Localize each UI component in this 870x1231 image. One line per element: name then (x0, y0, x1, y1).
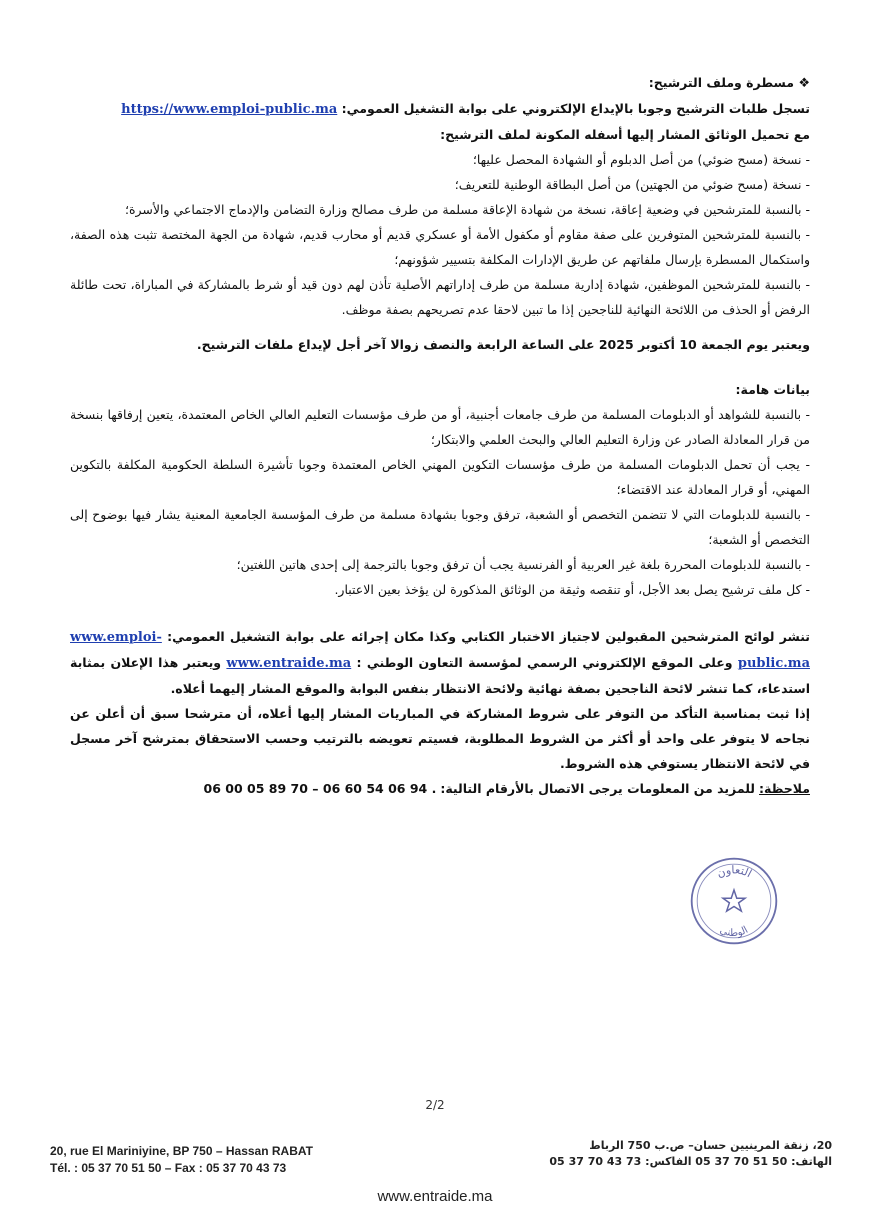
footer-website[interactable]: www.entraide.ma (377, 1188, 493, 1205)
diamond-bullet-icon: ❖ (798, 76, 810, 91)
note-line (70, 776, 810, 801)
important-title: بيانات هامة: (735, 382, 810, 397)
emploi-public-link[interactable]: https://www.emploi-public.ma (121, 102, 338, 117)
svg-text:الوطني (718, 925, 750, 939)
svg-text:التعاون (715, 863, 754, 880)
phone-numbers: 06 00 05 89 70 – 06 60 54 06 94 . (203, 781, 437, 796)
list-item: - نسخة (مسح ضوئي من الجهتين) من أصل البطاقة الوطنية للتعريف؛ (454, 177, 810, 192)
replacement-paragraph: إذا ثبت بمناسبة التأكد من التوفر على شروط المشاركة في المباريات المشار إليها أعلاه، أن مترشحا سبق أن أعلن عن نجاحه لا يتوفر على واحد أو أكثر من الشروط المطلوبة، فسيتم تعويضه بالترتيب وحسب الاستحقاق بمترشح آخر مسجل في لائحة الانتظار يستوفي هذه الشروط. (70, 706, 810, 771)
footer-address-ar-line: 20، زنقة المرينيين حسان– ص.ب 750 الرباط (589, 1139, 832, 1152)
note-text: للمزيد من المعلومات يرجى الاتصال بالأرقام التالية: (440, 781, 756, 796)
list-item: - بالنسبة للمترشحين الموظفين، شهادة إدارية مسلمة من طرف إداراتهم الأصلية تأذن لهم دون قيد أو شرط بالمشاركة في المباراة، تحت طائلة الرفض أو الحذف من اللائحة النهائية للناجحين إذا ما تبين لاحقا عدم تصريحهم بصفة موظف. (70, 277, 810, 317)
list-item: - نسخة (مسح ضوئي) من أصل الدبلوم أو الشهادة المحصل عليها؛ (472, 152, 810, 167)
note-label: ملاحظة: (759, 781, 810, 796)
star-icon (723, 890, 745, 911)
official-stamp (688, 855, 780, 947)
list-item: - بالنسبة للشواهد أو الدبلومات المسلمة من طرف جامعات أجنبية، أو من طرف مؤسسات التعليم العالي الخاص المعتمدة، يتعين إرفاقها بنسخة من قرار المعادلة الصادر عن وزارة التعليم العالي والبحث العلمي والابتكار؛ (70, 407, 810, 447)
list-item: - كل ملف ترشيح يصل بعد الأجل، أو تنقصه وثيقة من الوثائق المذكورة لن يؤخذ بعين الاعتبار. (334, 582, 810, 597)
footer-address-ar (502, 1138, 832, 1170)
list-item: - يجب أن تحمل الدبلومات المسلمة من طرف مؤسسات التكوين المهني الخاص المعتمدة وجوبا تأشيرة السلطة الحكومية المكلفة بالتكوين المهني، أو قرار المعادلة عند الاقتضاء؛ (70, 457, 810, 497)
stamp-top-text: التعاون (714, 863, 754, 881)
list-item: - بالنسبة للدبلومات التي لا تتضمن التخصص أو الشعبة، ترفق وجوبا بشهادة مسلمة من طرف المؤسسة الجامعية المعنية يشار فيها بوضوح إلى التخصص أو الشعبة؛ (70, 507, 810, 547)
section-heading (70, 70, 810, 96)
publication-paragraph (70, 624, 810, 701)
entraide-link[interactable]: www.entraide.ma (226, 656, 352, 671)
footer-address-line: 20, rue El Mariniyine, BP 750 – Hassan RABAT (50, 1144, 313, 1158)
list-item: - بالنسبة للدبلومات المحررة بلغة غير العربية أو الفرنسية يجب أن ترفق وجوبا بالترجمة إلى إحدى هاتين اللغتين؛ (236, 557, 810, 572)
footer-phone-line: Tél. : 05 37 70 51 50 – Fax : 05 37 70 43 73 (50, 1161, 287, 1175)
section-title: مسطرة وملف الترشيح: (648, 75, 794, 90)
stamp-bottom-text: الوطني (718, 924, 751, 939)
publication-text-1: تنشر لوائح المترشحين المقبولين لاجتياز الاختبار الكتابي وكذا مكان إجرائه على بوابة التشغيل العمومي: (167, 629, 810, 644)
footer-address-fr (50, 1143, 390, 1177)
document-body (70, 70, 810, 801)
page-number: 2/2 (425, 1098, 445, 1112)
footer-phone-ar-line: الهاتف: 50 51 70 37 05 الفاكس: 73 43 70 37 05 (549, 1155, 832, 1168)
registration-line (70, 96, 810, 122)
publication-text-2: وعلى الموقع الإلكتروني الرسمي لمؤسسة التعاون الوطني : (356, 655, 733, 670)
registration-text: تسجل طلبات الترشيح وجوبا بالإيداع الإلكتروني على بوابة التشغيل العمومي: (341, 101, 810, 116)
list-item: - بالنسبة للمترشحين المتوفرين على صفة مقاوم أو مكفول الأمة أو عسكري قديم أو محارب قديم، شهادة من الجهة المختصة تثبت هذه الصفة، واستكمال المسطرة بإرسال ملفاتهم عن طريق الإدارات المكلفة بتسيير شؤونهم؛ (70, 227, 810, 267)
emploi-public-short-link[interactable]: www.emploi-public.ma (70, 630, 810, 671)
list-item: - بالنسبة للمترشحين في وضعية إعاقة، نسخة من شهادة الإعاقة مسلمة من طرف مصالح وزارة التضامن والإدماج الاجتماعي والأسرة؛ (124, 202, 810, 217)
documents-intro: مع تحميل الوثائق المشار إليها أسفله المكونة لملف الترشيح: (440, 127, 810, 142)
publication-text-3: ويعتبر هذا الإعلان بمثابة استدعاء، كما تنشر لائحة الناجحين بصفة نهائية ولائحة الانتظار بنفس البوابة والموقع المشار إليهما أعلاه. (70, 655, 810, 696)
deadline-statement: ويعتبر يوم الجمعة 10 أكتوبر 2025 على الساعة الرابعة والنصف زوالا آخر أجل لإيداع ملفات الترشيح. (196, 337, 810, 352)
